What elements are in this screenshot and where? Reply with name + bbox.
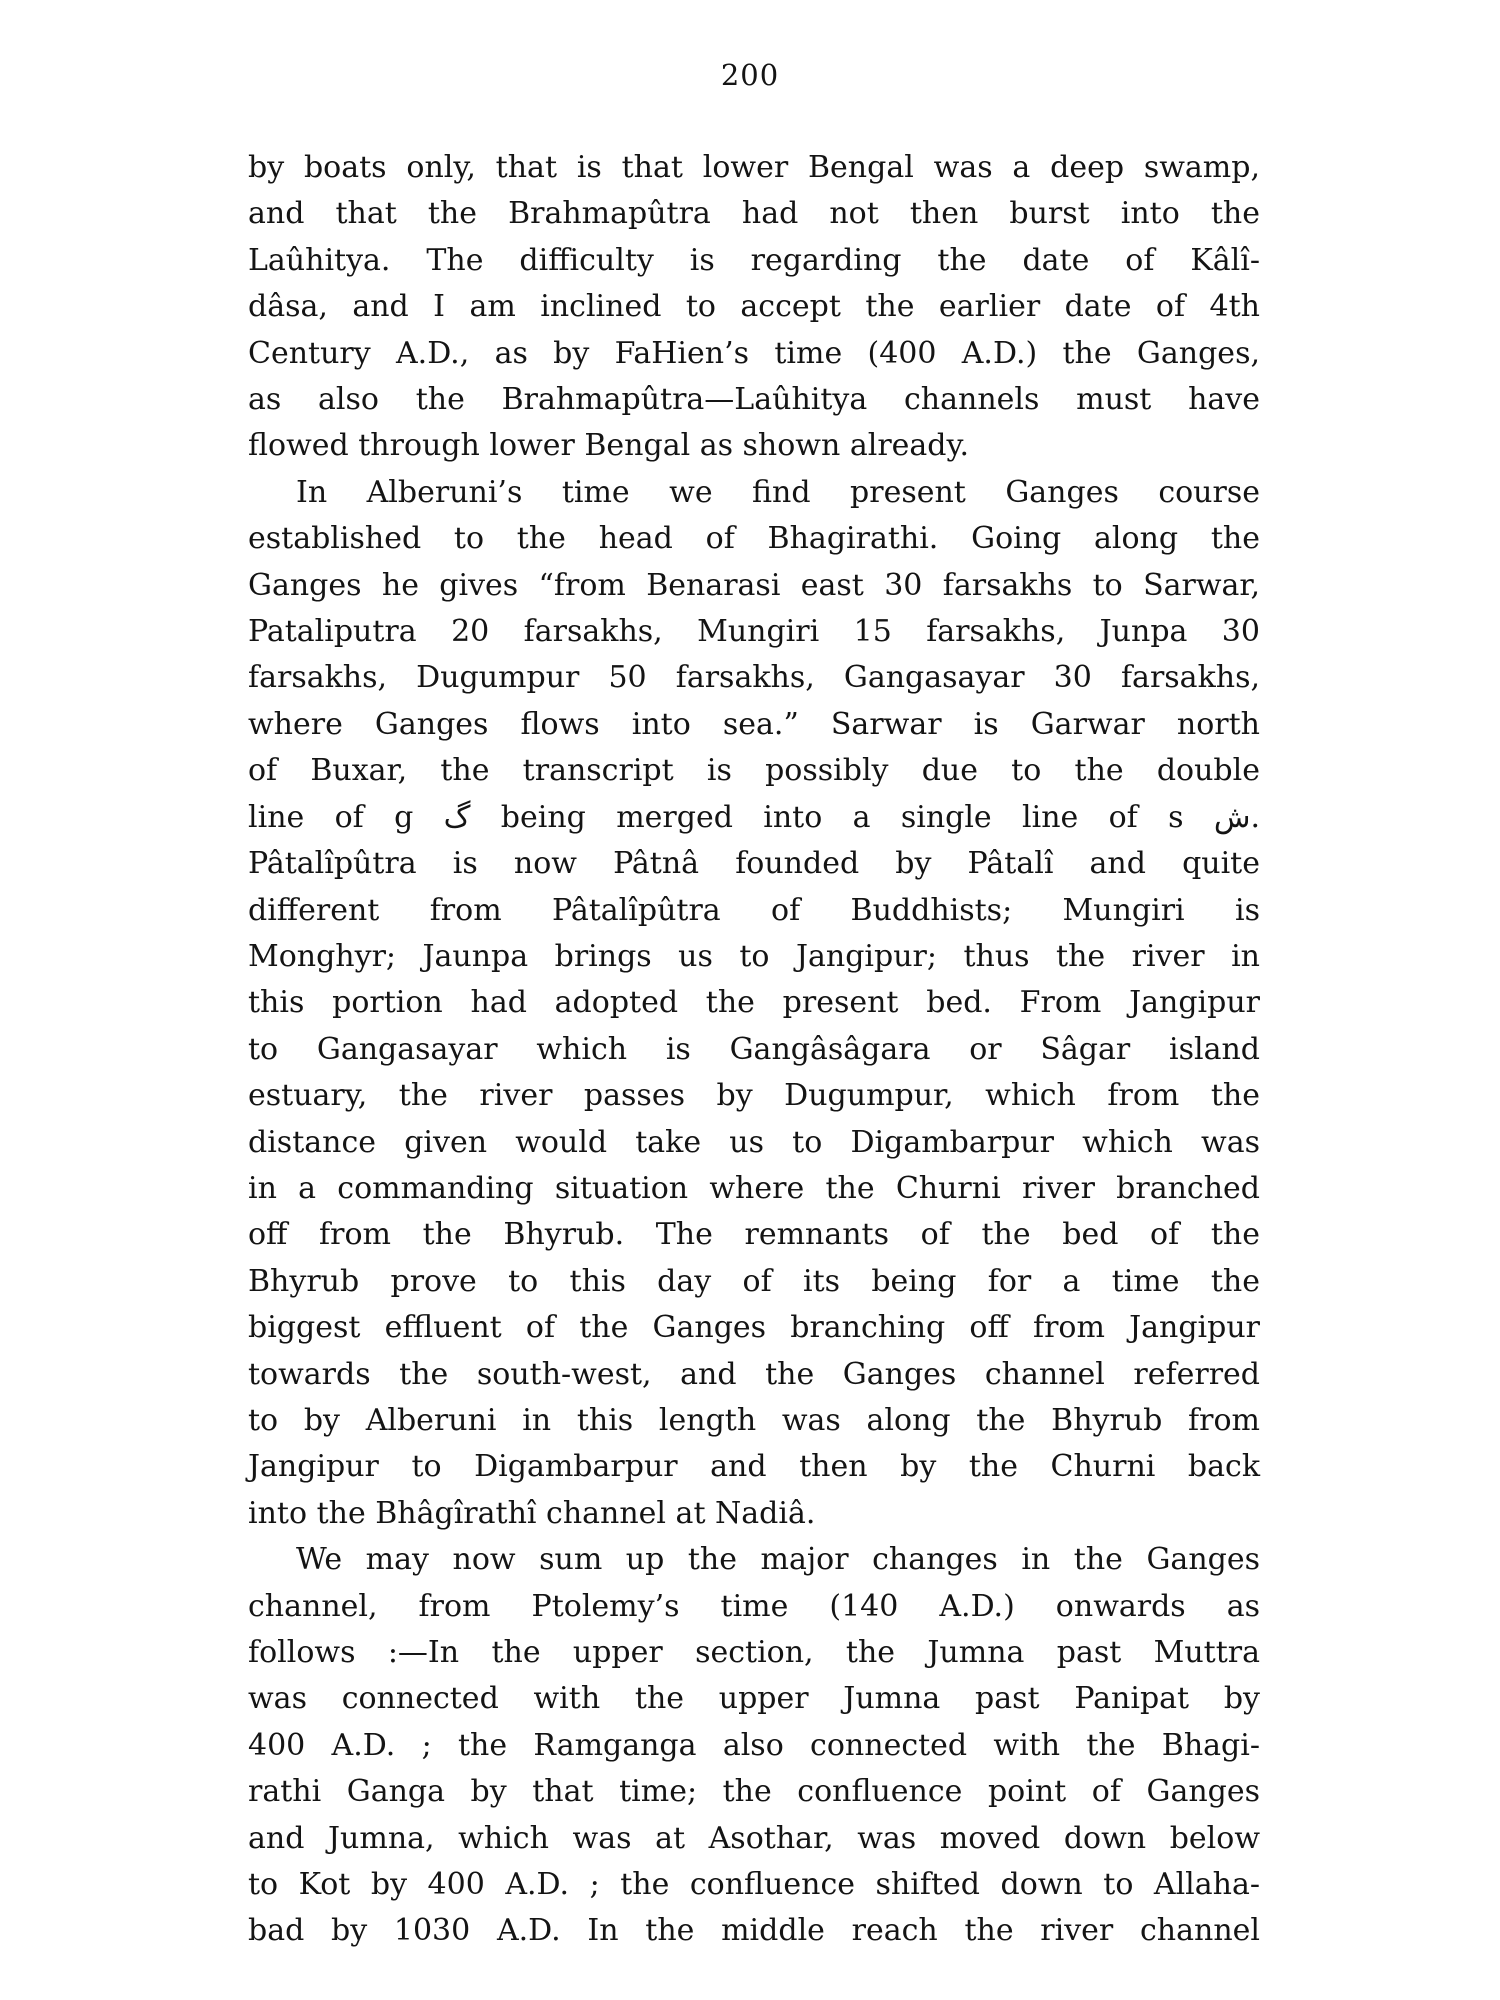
paragraph-2 xyxy=(248,470,1260,1537)
page-number: 200 xyxy=(720,58,780,92)
text-line: in a commanding situation where the Churni river branched xyxy=(248,1170,1260,1206)
text-line: and that the Brahmapûtra had not then burst into the xyxy=(248,196,1260,232)
text-line: to by Alberuni in this length was along the Bhyrub from xyxy=(248,1402,1260,1438)
text-line: off from the Bhyrub. The remnants of the bed of the xyxy=(248,1217,1260,1253)
text-line: this portion had adopted the present bed. From Jangipur xyxy=(248,985,1260,1021)
text-line: as also the Brahmapûtra—Laûhitya channels must have xyxy=(248,382,1260,418)
text-line: follows :—In the upper section, the Jumna past Muttra xyxy=(248,1635,1260,1670)
text-line: distance given would take us to Digambarpur which was xyxy=(248,1124,1260,1160)
text-line: and Jumna, which was at Asothar, was moved down below xyxy=(248,1820,1260,1856)
text-line: Monghyr; Jaunpa brings us to Jangipur; thus the river in xyxy=(248,938,1260,974)
text-line: dâsa, and I am inclined to accept the earlier date of 4th xyxy=(248,289,1260,325)
text-line: established to the head of Bhagirathi. Going along the xyxy=(248,521,1260,557)
text-line: to Gangasayar which is Gangâsâgara or Sâgar island xyxy=(248,1031,1260,1067)
text-line: towards the south-west, and the Ganges channel referred xyxy=(248,1356,1260,1392)
text-line: flowed through lower Bengal as shown already. xyxy=(248,428,970,464)
text-line: In Alberuni’s time we find present Ganges course xyxy=(296,474,1260,510)
text-line: Pâtalîpûtra is now Pâtnâ founded by Pâtalî and quite xyxy=(248,846,1260,882)
text-line: of Buxar, the transcript is possibly due to the double xyxy=(248,753,1260,789)
text-line: farsakhs, Dugumpur 50 farsakhs, Gangasayar 30 farsakhs, xyxy=(248,660,1260,696)
text-line: rathi Ganga by that time; the confluence point of Ganges xyxy=(248,1774,1260,1810)
text-line: Bhyrub prove to this day of its being for a time the xyxy=(248,1263,1260,1299)
body-text xyxy=(248,145,1260,1955)
text-line: line of g گ being merged into a single line of s ش. xyxy=(248,799,1260,835)
text-line: Laûhitya. The difficulty is regarding the date of Kâlî- xyxy=(248,242,1260,278)
text-line: 400 A.D. ; the Ramganga also connected with the Bhagi- xyxy=(248,1727,1260,1763)
text-line: to Kot by 400 A.D. ; the confluence shifted down to Allaha- xyxy=(248,1867,1260,1903)
text-line: Pataliputra 20 farsakhs, Mungiri 15 farsakhs, Junpa 30 xyxy=(248,614,1260,650)
text-line: biggest effluent of the Ganges branching off from Jangipur xyxy=(248,1310,1260,1346)
text-line: Ganges he gives “from Benarasi east 30 farsakhs to Sarwar, xyxy=(248,567,1260,603)
text-line: was connected with the upper Jumna past Panipat by xyxy=(248,1681,1260,1717)
text-line: by boats only, that is that lower Bengal was a deep swamp, xyxy=(248,150,1260,185)
text-line: bad by 1030 A.D. In the middle reach the river channel xyxy=(248,1913,1260,1949)
paragraph-1 xyxy=(248,145,1260,470)
text-line: We may now sum up the major changes in the Ganges xyxy=(296,1542,1260,1578)
text-line: estuary, the river passes by Dugumpur, which from the xyxy=(248,1078,1260,1114)
text-line: different from Pâtalîpûtra of Buddhists; Mungiri is xyxy=(248,892,1260,928)
text-line: Century A.D., as by FaHien’s time (400 A.D.) the Ganges, xyxy=(248,335,1260,371)
text-line: where Ganges flows into sea.” Sarwar is Garwar north xyxy=(248,706,1260,742)
text-line: into the Bhâgîrathî channel at Nadiâ. xyxy=(248,1495,816,1531)
text-line: channel, from Ptolemy’s time (140 A.D.) onwards as xyxy=(248,1588,1260,1624)
paragraph-3 xyxy=(248,1537,1260,1955)
text-line: Jangipur to Digambarpur and then by the Churni back xyxy=(248,1449,1260,1485)
